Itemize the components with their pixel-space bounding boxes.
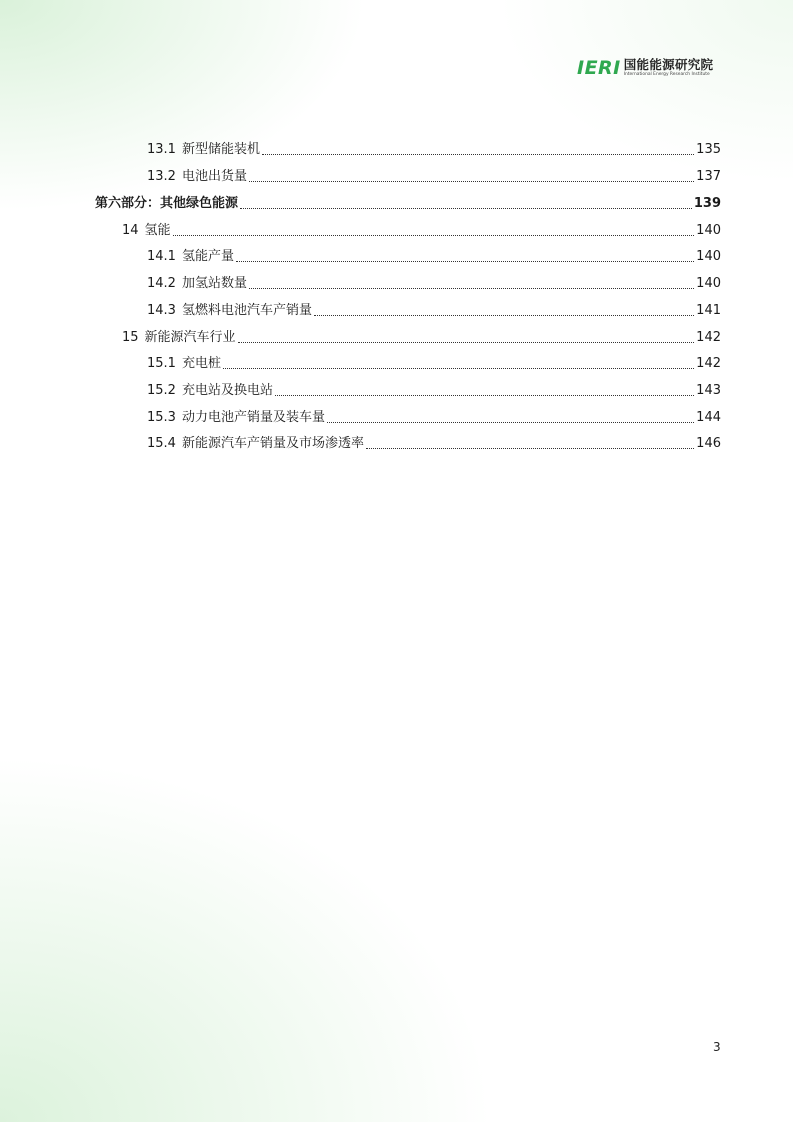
toc-entry-15[interactable]	[122, 326, 721, 346]
dot-leader	[314, 315, 694, 316]
toc-entry-15-2[interactable]	[147, 379, 721, 399]
toc-entry-number: 14.3	[147, 303, 176, 318]
toc-entry-15-4[interactable]	[147, 432, 721, 452]
dot-leader	[275, 395, 694, 396]
toc-entry-page: 141	[696, 303, 721, 318]
toc-entry-number: 14	[122, 223, 139, 238]
toc-entry-page: 143	[696, 383, 721, 398]
toc-entry-page: 135	[696, 142, 721, 157]
toc-entry-page: 137	[696, 169, 721, 184]
dot-leader	[223, 368, 694, 369]
toc-entry-page: 142	[696, 330, 721, 345]
toc-entry-part-6[interactable]	[95, 192, 721, 212]
toc-entry-14-1[interactable]	[147, 245, 721, 265]
logo-mark: IERI	[577, 57, 621, 79]
toc-entry-15-3[interactable]	[147, 406, 721, 426]
toc-entry-number: 13.2	[147, 169, 176, 184]
dot-leader	[238, 342, 695, 343]
dot-leader	[249, 181, 694, 182]
toc-entry-page: 140	[696, 276, 721, 291]
toc-entry-number: 15.2	[147, 383, 176, 398]
page-number: 3	[713, 1040, 721, 1054]
toc-entry-14[interactable]	[122, 219, 721, 239]
dot-leader	[249, 288, 694, 289]
toc-entry-title: 电池出货量	[181, 169, 247, 184]
toc-entry-number: 13.1	[147, 142, 176, 157]
toc-entry-title: 充电桩	[181, 356, 221, 371]
toc-entry-14-2[interactable]	[147, 272, 721, 292]
toc-entry-page: 144	[696, 410, 721, 425]
toc-entry-page: 139	[693, 196, 721, 211]
toc-entry-page: 146	[696, 436, 721, 451]
toc-entry-number: 15	[122, 330, 139, 345]
logo-text	[624, 58, 714, 78]
toc-entry-title: 氢能	[144, 223, 171, 238]
toc-entry-title: 充电站及换电站	[181, 383, 273, 398]
dot-leader	[262, 154, 694, 155]
toc-entry-number: 15.3	[147, 410, 176, 425]
toc-entry-number: 14.1	[147, 249, 176, 264]
toc-entry-title: 新能源汽车产销量及市场渗透率	[181, 436, 364, 451]
dot-leader	[327, 422, 694, 423]
toc-entry-title: 氢燃料电池汽车产销量	[181, 303, 312, 318]
toc-entry-title: 新型储能装机	[181, 142, 260, 157]
toc-entry-title: 第六部分：其他绿色能源	[95, 196, 239, 211]
toc-entry-15-1[interactable]	[147, 352, 721, 372]
dot-leader	[240, 208, 692, 209]
toc-entry-page: 140	[696, 249, 721, 264]
logo-chinese-name: 国能能源研究院	[623, 57, 714, 72]
toc-entry-title: 新能源汽车行业	[144, 330, 236, 345]
dot-leader	[173, 235, 695, 236]
toc-entry-number: 15.4	[147, 436, 176, 451]
dot-leader	[366, 448, 694, 449]
dot-leader	[236, 261, 694, 262]
toc-entry-13-1[interactable]	[147, 138, 721, 158]
toc-entry-number: 15.1	[147, 356, 176, 371]
toc-entry-page: 142	[696, 356, 721, 371]
toc-entry-title: 动力电池产销量及装车量	[181, 410, 325, 425]
toc-entry-13-2[interactable]	[147, 165, 721, 185]
ieri-logo	[577, 58, 713, 82]
toc-entry-title: 氢能产量	[181, 249, 234, 264]
toc-entry-page: 140	[696, 223, 721, 238]
toc-entry-number: 14.2	[147, 276, 176, 291]
toc-entry-14-3[interactable]	[147, 299, 721, 319]
toc-entry-title: 加氢站数量	[181, 276, 247, 291]
logo-english-name: International Energy Research Institute	[623, 72, 710, 77]
